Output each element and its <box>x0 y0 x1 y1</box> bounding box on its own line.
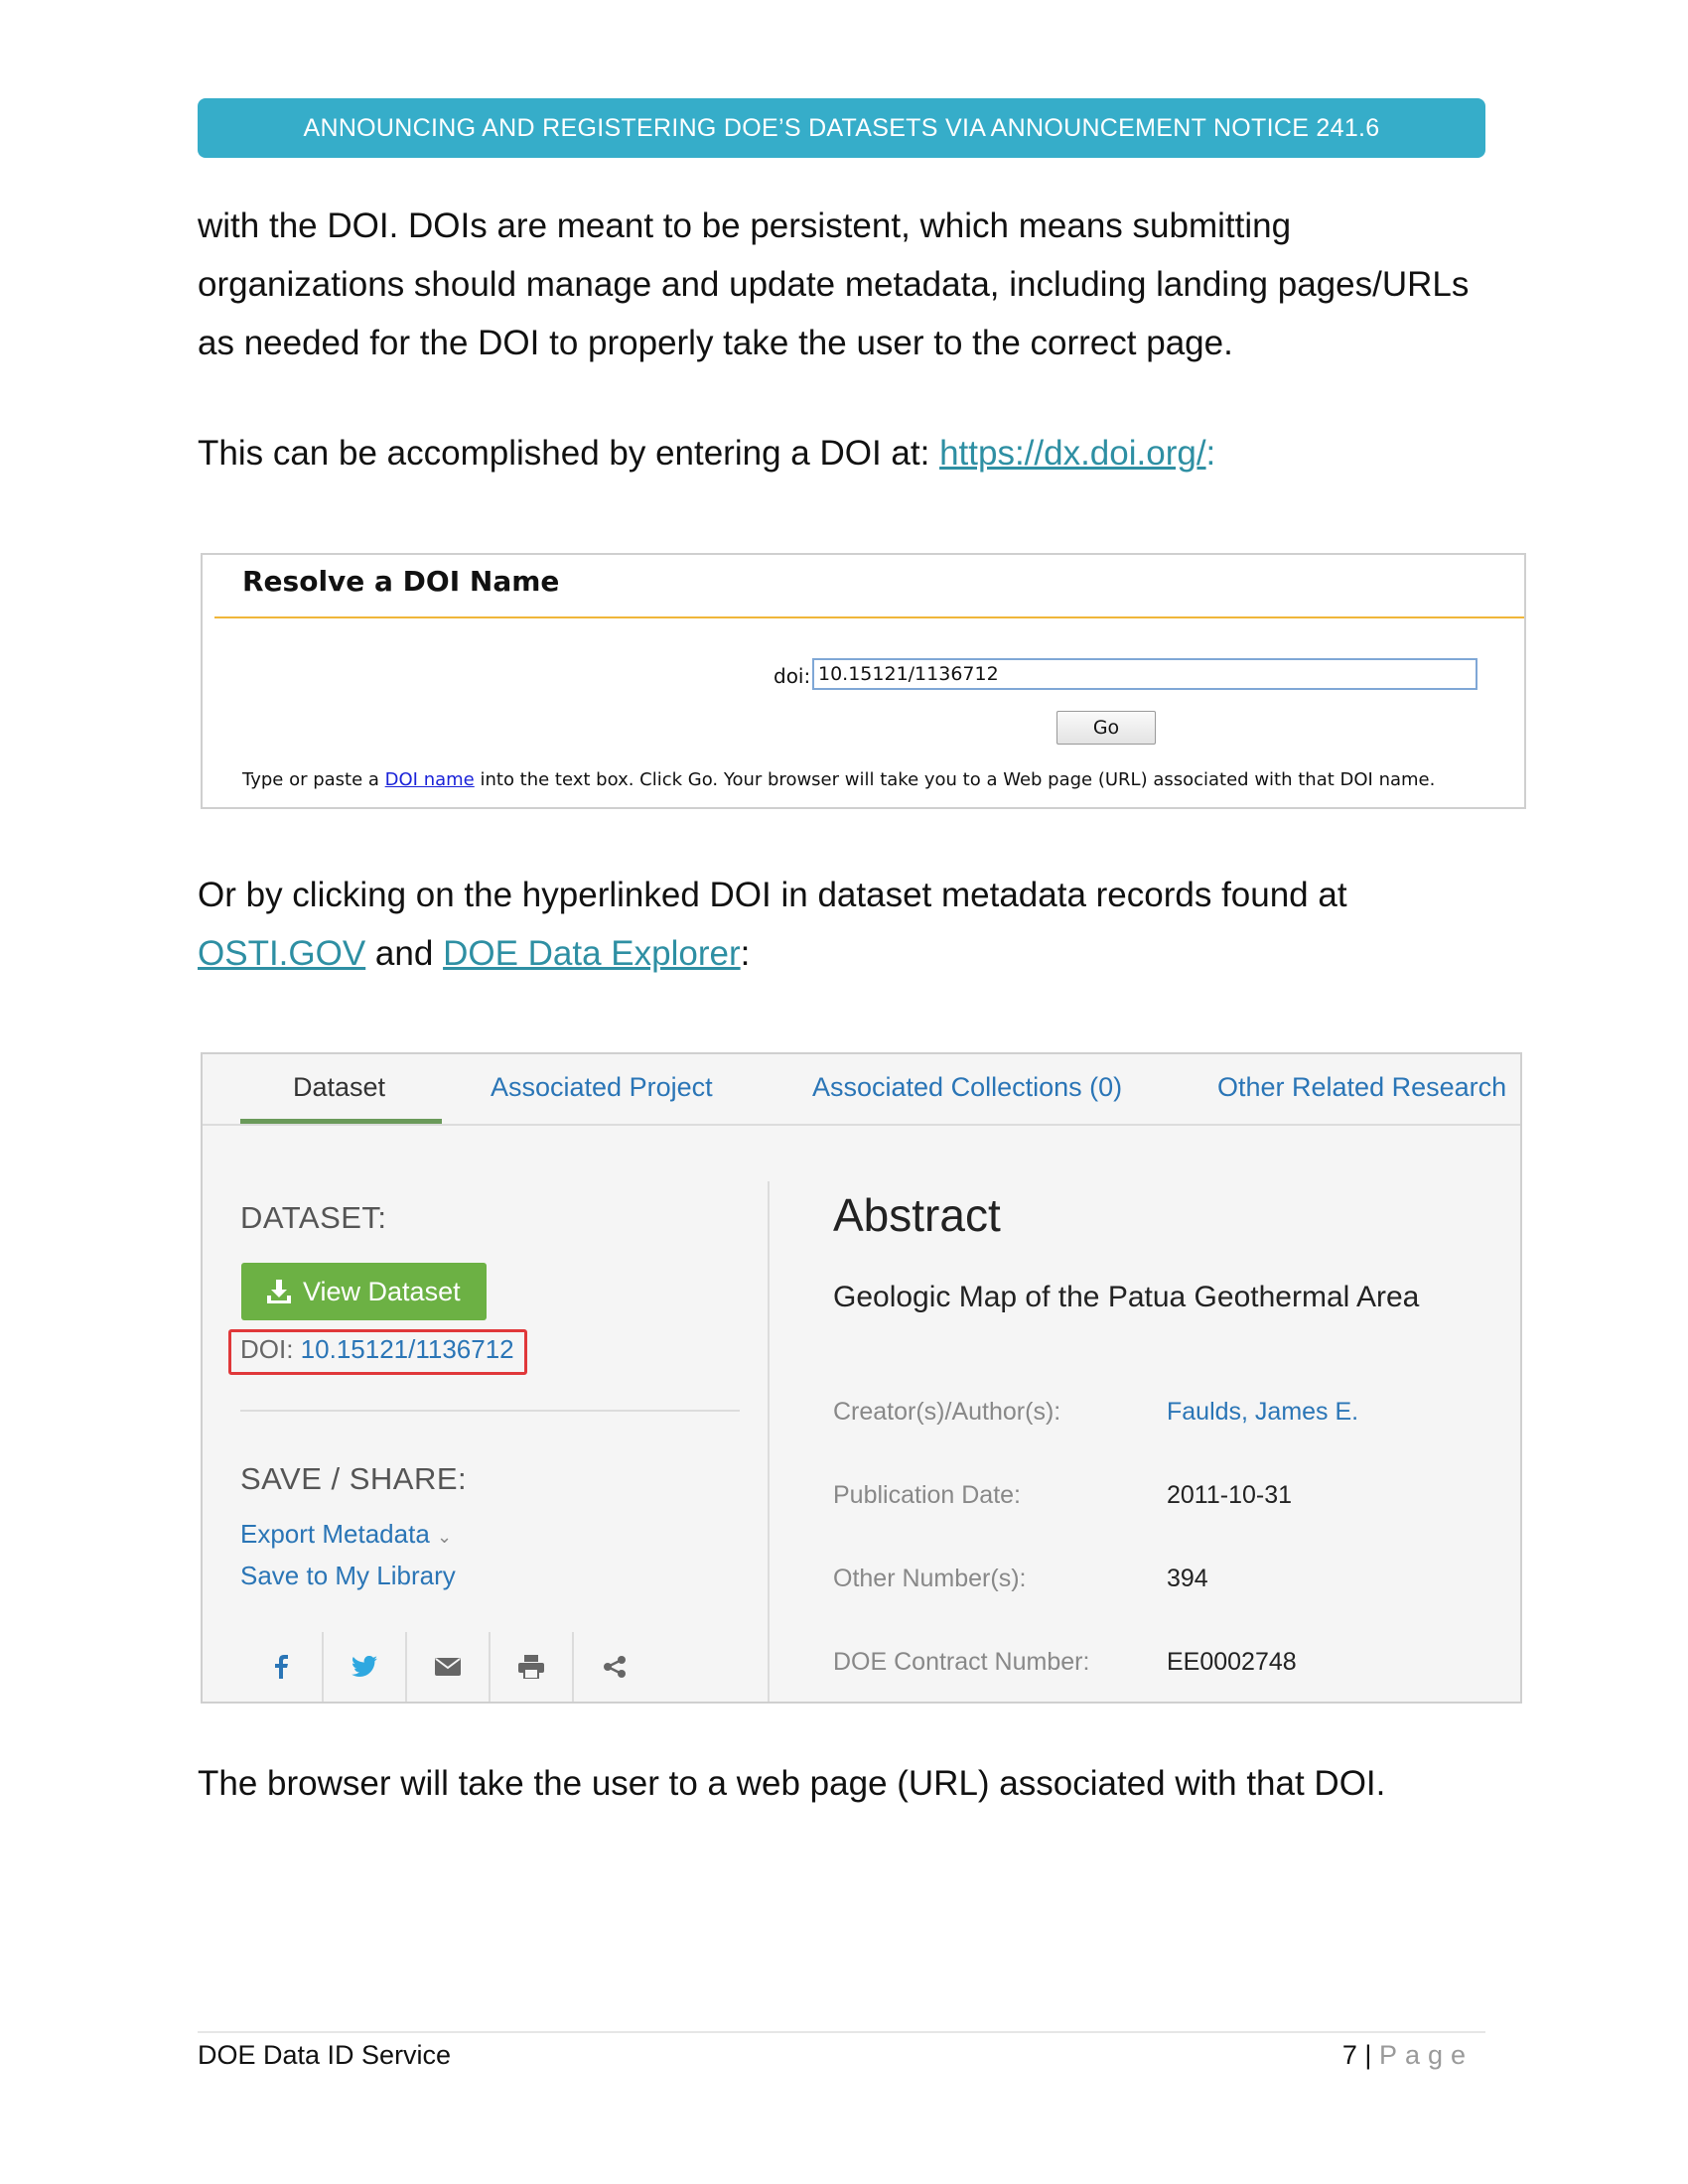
share-icon[interactable] <box>574 1632 655 1702</box>
help-suffix: into the text box. Click Go. Your browser will take you to a Web page (URL) associated with that DOI name. <box>474 769 1436 790</box>
social-share-bar <box>240 1632 657 1702</box>
paragraph-line: Or by clicking on the hyperlinked DOI in dataset metadata records found at <box>198 876 1347 914</box>
doe-data-explorer-link[interactable]: DOE Data Explorer <box>443 934 741 973</box>
doi-label: DOI: <box>240 1334 301 1364</box>
left-divider <box>240 1410 740 1412</box>
column-divider <box>768 1181 770 1704</box>
creator-link[interactable]: Faulds, James E. <box>1167 1398 1359 1426</box>
and-text: and <box>365 934 444 973</box>
dataset-title: Geologic Map of the Patua Geothermal Area <box>833 1281 1420 1313</box>
tab-associated-collections[interactable]: Associated Collections (0) <box>812 1072 1123 1102</box>
footer-divider <box>198 2031 1485 2033</box>
export-metadata-link[interactable] <box>240 1519 452 1550</box>
tab-dataset[interactable]: Dataset <box>293 1072 386 1102</box>
paragraph-line <box>198 924 1347 983</box>
dx-doi-link[interactable]: https://dx.doi.org/ <box>939 434 1206 473</box>
go-button[interactable]: Go <box>1056 711 1156 745</box>
paragraph-line: as needed for the DOI to properly take the user to the correct page. <box>198 324 1233 362</box>
facebook-icon[interactable] <box>240 1632 322 1702</box>
record-tabs <box>203 1054 1520 1126</box>
doi-highlight-box <box>228 1329 527 1375</box>
paragraph-doi-resolver <box>198 424 1215 482</box>
print-icon[interactable] <box>491 1632 572 1702</box>
other-numbers-label: Other Number(s): <box>833 1565 1027 1592</box>
page-separator: | <box>1356 2040 1379 2070</box>
save-to-library-link[interactable]: Save to My Library <box>240 1561 456 1590</box>
view-dataset-label: View Dataset <box>303 1276 461 1306</box>
view-dataset-button[interactable] <box>241 1263 487 1320</box>
paragraph-line: with the DOI. DOIs are meant to be persistent, which means submitting <box>198 206 1292 245</box>
dataset-heading: DATASET: <box>240 1200 387 1235</box>
download-icon <box>265 1278 293 1305</box>
doi-input-label: doi: <box>774 664 811 688</box>
dataset-record-screenshot <box>201 1052 1522 1704</box>
publication-date-value: 2011-10-31 <box>1167 1481 1293 1509</box>
colon: : <box>1205 434 1216 473</box>
paragraph-browser-result: The browser will take the user to a web page (URL) associated with that DOI. <box>198 1764 1386 1803</box>
save-share-heading: SAVE / SHARE: <box>240 1461 468 1496</box>
paragraph-text: This can be accomplished by entering a DOI at: <box>198 434 940 473</box>
contract-number-label: DOE Contract Number: <box>833 1648 1090 1676</box>
colon: : <box>740 934 751 973</box>
osti-gov-link[interactable]: OSTI.GOV <box>198 934 366 973</box>
export-metadata-label: Export Metadata <box>240 1519 430 1549</box>
publication-date-label: Publication Date: <box>833 1481 1022 1509</box>
help-text <box>242 769 1435 790</box>
paragraph-persistent-doi <box>198 197 1469 372</box>
email-icon[interactable] <box>407 1632 489 1702</box>
creator-label: Creator(s)/Author(s): <box>833 1398 1061 1426</box>
other-numbers-value: 394 <box>1167 1565 1208 1592</box>
doi-name-link[interactable]: DOI name <box>384 769 475 790</box>
abstract-heading: Abstract <box>833 1189 1001 1241</box>
footer-service-name: DOE Data ID Service <box>198 2040 452 2070</box>
page-label: Page <box>1378 2040 1474 2070</box>
doi-link[interactable]: 10.15121/1136712 <box>300 1334 514 1364</box>
twitter-icon[interactable] <box>324 1632 405 1702</box>
contract-number-value: EE0002748 <box>1167 1648 1297 1676</box>
paragraph-line: organizations should manage and update metadata, including landing pages/URLs <box>198 265 1470 304</box>
panel-divider <box>214 616 1524 618</box>
paragraph-hyperlinked-doi <box>198 866 1347 983</box>
help-prefix: Type or paste a <box>242 769 385 790</box>
panel-title: Resolve a DOI Name <box>242 565 560 598</box>
resolve-doi-panel <box>201 553 1526 809</box>
chevron-down-icon: ⌄ <box>437 1527 453 1547</box>
page-number: 7 <box>1341 2040 1357 2070</box>
header-title: ANNOUNCING AND REGISTERING DOE’S DATASETS VIA ANNOUNCEMENT NOTICE 241.6 <box>303 113 1380 142</box>
tab-associated-project[interactable]: Associated Project <box>491 1072 713 1102</box>
tab-other-related-research[interactable]: Other Related Research <box>1217 1072 1507 1102</box>
active-tab-indicator <box>240 1119 442 1124</box>
doi-input[interactable]: 10.15121/1136712 <box>812 658 1477 690</box>
running-header <box>198 98 1485 158</box>
footer-page-number <box>1342 2040 1474 2071</box>
